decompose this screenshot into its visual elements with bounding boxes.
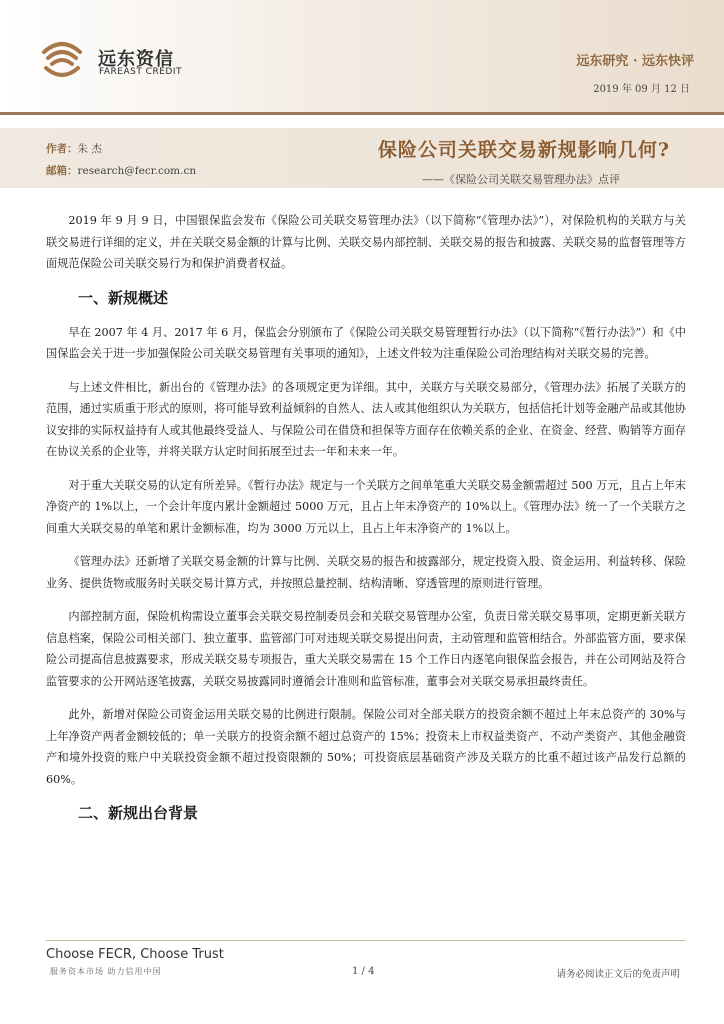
page-number: 1 / 4	[352, 966, 375, 977]
section-heading-overview: 一、新规概述	[78, 288, 169, 307]
author-name: 朱 杰	[77, 143, 102, 155]
header-rule	[0, 112, 724, 115]
page-title: 保险公司关联交易新规影响几何?	[377, 139, 670, 161]
paragraph: 《管理办法》还新增了关联交易金额的计算与比例、关联交易的报告和披露部分，规定投资入股、资金运用、利益转移、保险业务、提供货物或服务时关联交易计算方式，并按照总量控制、结构清晰、穿透管理的原则进行管理。	[46, 555, 686, 590]
footer-slogan: Choose FECR, Choose Trust	[46, 947, 224, 962]
paragraph-intro: 2019 年 9 月 9 日，中国银保监会发布《保险公司关联交易管理办法》（以下简称“《管理办法》”），对保险机构的关联方与关联交易进行详细的定义，并在关联交易金额的计算与比例、关联交易内部控制、关联交易的报告和披露、关联交易的监督管理等方面规范保险公司关联交易行为和保护消费者权益。	[46, 214, 686, 270]
report-date: 2019 年 09 月 12 日	[593, 84, 690, 95]
author-line	[46, 141, 102, 156]
email-line	[46, 163, 196, 178]
report-series: 远东研究 · 远东快评	[576, 54, 694, 69]
paragraph: 对于重大关联交易的认定有所差异。《暂行办法》规定与一个关联方之间单笔重大关联交易金额需超过 500 万元，且占上年末净资产的 1%以上，一个会计年度内累计金额超过 5000 万元，且占上年末净资产的 10%以上。《管理办法》统一了一个关联方之间重大关联交易的单笔和累计金额标准，均为 3000 万元以上，且占上年末净资产的 1%以上。	[46, 478, 686, 535]
footer-disclaimer: 请务必阅读正文后的免责声明	[556, 969, 680, 980]
section-heading-background: 二、新规出台背景	[78, 804, 199, 822]
paragraph: 内部控制方面，保险机构需设立董事会关联交易控制委员会和关联交易管理办公室，负责日常关联交易事项，定期更新关联方信息档案，保险公司相关部门、独立董事、监管部门可对违规关联交易提出问责，主动管理和监管相结合。外部监管方面，要求保险公司提高信息披露要求，形成关联交易专项报告，重大关联交易需在 15 个工作日内逐笔向银保监会报告，并在公司网站及符合监管要求的公开网站逐笔披露，关联交易披露同时遵循会计准则和监管标准，董事会对关联交易承担最终责任。	[46, 610, 686, 688]
article-body	[46, 210, 686, 837]
fecr-logo-icon	[38, 38, 86, 78]
brand-name-en: FAREAST CREDIT	[99, 67, 182, 77]
email-address[interactable]: research@fecr.com.cn	[77, 165, 197, 177]
author-label: 作者：	[46, 143, 78, 155]
page-subtitle: ——《保险公司关联交易管理办法》点评	[422, 173, 620, 186]
paragraph: 早在 2007 年 4 月、2017 年 6 月，保监会分别颁布了《保险公司关联交易管理暂行办法》（以下简称“《暂行办法》”）和《中国保监会关于进一步加强保险公司关联交易管理有关事项的通知》，上述文件较为注重保险公司治理结构对关联交易的完善。	[46, 325, 686, 360]
paragraph: 此外，新增对保险公司资金运用关联交易的比例进行限制。保险公司对全部关联方的投资余额不超过上年末总资产的 30%与上年净资产两者金额较低的；单一关联方的投资余额不超过总资产的 15%；投资未上市权益类资产、不动产类资产、其他金融资产和境外投资的账户中关联投资金额不超过投资限额的 50%；可投资底层基础资产涉及关联方的比重不超过该产品发行总额的 60%。	[46, 708, 686, 786]
footer-slogan-sub: 服务资本市场 助力信用中国	[50, 967, 162, 976]
email-label: 邮箱：	[46, 165, 78, 177]
paragraph: 与上述文件相比，新出台的《管理办法》的各项规定更为详细。其中，关联方与关联交易部分，《管理办法》拓展了关联方的范围，通过实质重于形式的原则，将可能导致利益倾斜的自然人、法人或其他组织认为关联方，包括信托计划等金融产品或其他协议安排的实际权益持有人或其他最终受益人、与保险公司在借贷和担保等方面存在依赖关系的企业、在资金、经营、购销等方面存在协议关系的企业等，并将关联方认定时间拓展至过去一年和未来一年。	[46, 380, 686, 458]
footer-rule	[46, 940, 686, 941]
brand-name-cn: 远东资信	[98, 49, 174, 70]
